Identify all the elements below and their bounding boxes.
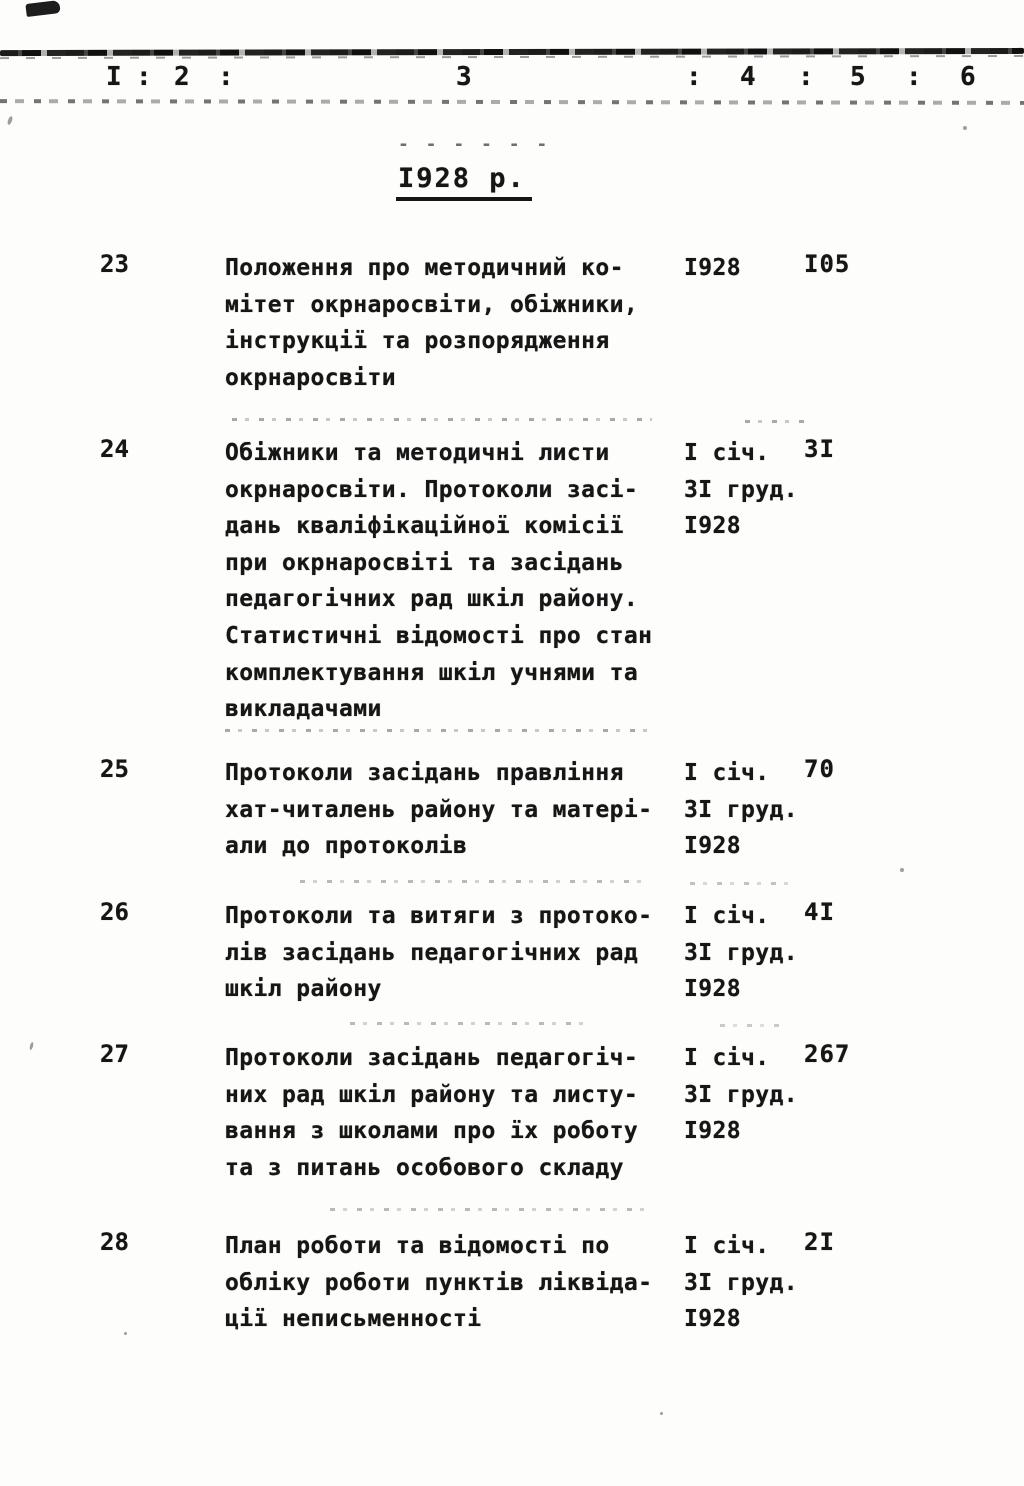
entry-number: 25 (100, 755, 129, 783)
column-header-cell: : (686, 62, 703, 92)
entry-number: 28 (100, 1228, 129, 1256)
entry-date-line: І928 (684, 833, 741, 860)
entry-description-line: Положення про методичний ко- (225, 255, 624, 281)
entry-separator (232, 418, 652, 421)
entry-date-line: 3І груд. (684, 1269, 798, 1296)
entry-description-line: та з питань особового складу (225, 1154, 624, 1181)
horizontal-rule-top (0, 48, 1024, 56)
entry-description-line: Протоколи та витяги з протоко- (225, 903, 653, 929)
entry-sheets-count: 70 (804, 755, 835, 783)
entry-sheets-count: 267 (804, 1040, 851, 1068)
entry-date-line: 3І груд. (684, 939, 798, 966)
entry-date-line: 3І груд. (684, 1081, 798, 1108)
entry-separator (300, 880, 650, 883)
entry-description-line: педагогічних рад шкіл району. (225, 586, 639, 613)
entry-description (225, 755, 685, 865)
entry-separator (225, 729, 655, 732)
entry-description (225, 435, 685, 728)
entry-description (225, 1228, 685, 1338)
entry-description (225, 250, 685, 396)
entry-number: 23 (100, 250, 129, 278)
entry-date-line: І січ. (684, 760, 770, 786)
entry-description-line: ції неписьменності (225, 1306, 482, 1333)
entry-dates (684, 1228, 804, 1338)
entry-description (225, 1040, 685, 1186)
entry-separator (690, 882, 790, 885)
entry-number: 27 (100, 1040, 129, 1068)
entry-separator (720, 1024, 780, 1027)
entry-number: 26 (100, 898, 129, 926)
entry-date-line: І січ. (684, 1045, 770, 1071)
entry-separator (350, 1022, 590, 1025)
entry-description-line: Статистичні відомості про стан (225, 622, 653, 649)
entry-sheets-count: І05 (804, 250, 851, 278)
scan-artifact (7, 116, 14, 126)
entry-description-line: вання з школами про їх роботу (225, 1118, 639, 1145)
column-header-cell: І (106, 62, 123, 92)
entry-date-line: І січ. (684, 440, 770, 466)
column-header-cell: 2 (174, 62, 191, 92)
entry-separator (745, 420, 805, 423)
entry-description-line: Протоколи засідань педагогіч- (225, 1045, 639, 1071)
entry-description-line: хат-читалень району та матері- (225, 796, 653, 823)
entry-description-line: шкіл району (225, 976, 382, 1003)
entry-description-line: лів засідань педагогічних рад (225, 939, 639, 966)
column-header-cell: 6 (960, 62, 977, 92)
column-header-cell: : (798, 62, 815, 92)
scan-artifact-blot (25, 0, 60, 17)
column-header-cell: 3 (456, 62, 473, 92)
entry-sheets-count: 3І (804, 435, 835, 463)
entry-date-line: І928 (684, 976, 741, 1003)
entry-description (225, 898, 685, 1008)
entry-separator (330, 1208, 650, 1211)
entry-description-line: окрнаросвіти (225, 364, 396, 391)
scan-artifact (660, 1412, 663, 1415)
column-header-cell: : (136, 62, 153, 92)
entry-date-line: 3І груд. (684, 796, 798, 823)
entry-description-line: викладачами (225, 696, 382, 723)
entry-number: 24 (100, 435, 129, 463)
entry-date-line: І січ. (684, 1233, 770, 1259)
entry-description-line: при окрнаросвіті та засідань (225, 549, 624, 576)
entry-date-line: 3І груд. (684, 476, 798, 503)
entry-description-line: інструкції та розпорядження (225, 328, 610, 355)
column-header-cell: : (906, 62, 923, 92)
year-heading: І928 р. (396, 163, 532, 201)
entry-description-line: окрнаросвіти. Протоколи засі- (225, 476, 639, 503)
heading-dashes: - - - - - - (398, 134, 551, 155)
scan-artifact (963, 126, 967, 130)
entry-description-line: обліку роботи пунктів ліквіда- (225, 1269, 653, 1296)
entry-dates (684, 435, 804, 545)
column-header-cell: 5 (850, 62, 867, 92)
entry-sheets-count: 4І (804, 898, 835, 926)
scan-artifact (900, 868, 904, 872)
entry-date-line: І928 (684, 1306, 741, 1333)
column-header-cell: : (218, 62, 235, 92)
column-header-cell: 4 (740, 62, 757, 92)
entry-dates (684, 755, 804, 865)
column-header-row (0, 62, 1024, 100)
entry-description-line: Обіжники та методичні листи (225, 440, 610, 466)
entry-dates (684, 250, 804, 287)
scan-artifact (124, 1332, 127, 1335)
scan-artifact (29, 1042, 34, 1050)
entry-description-line: них рад шкіл району та листу- (225, 1081, 639, 1108)
entry-description-line: дань кваліфікаційної комісії (225, 513, 624, 540)
entry-dates (684, 898, 804, 1008)
entry-description-line: али до протоколів (225, 833, 468, 860)
entry-sheets-count: 2І (804, 1228, 835, 1256)
entry-date-line: І928 (684, 1118, 741, 1145)
entry-date-line: І928 (684, 513, 741, 540)
entry-description-line: Протоколи засідань правління (225, 760, 624, 786)
entry-description-line: комплектування шкіл учнями та (225, 659, 639, 686)
entry-date-line: І928 (684, 255, 741, 281)
entry-description-line: мітет окрнаросвіти, обіжники, (225, 291, 639, 318)
entry-date-line: І січ. (684, 903, 770, 929)
entry-description-line: План роботи та відомості по (225, 1233, 610, 1259)
entry-dates (684, 1040, 804, 1150)
